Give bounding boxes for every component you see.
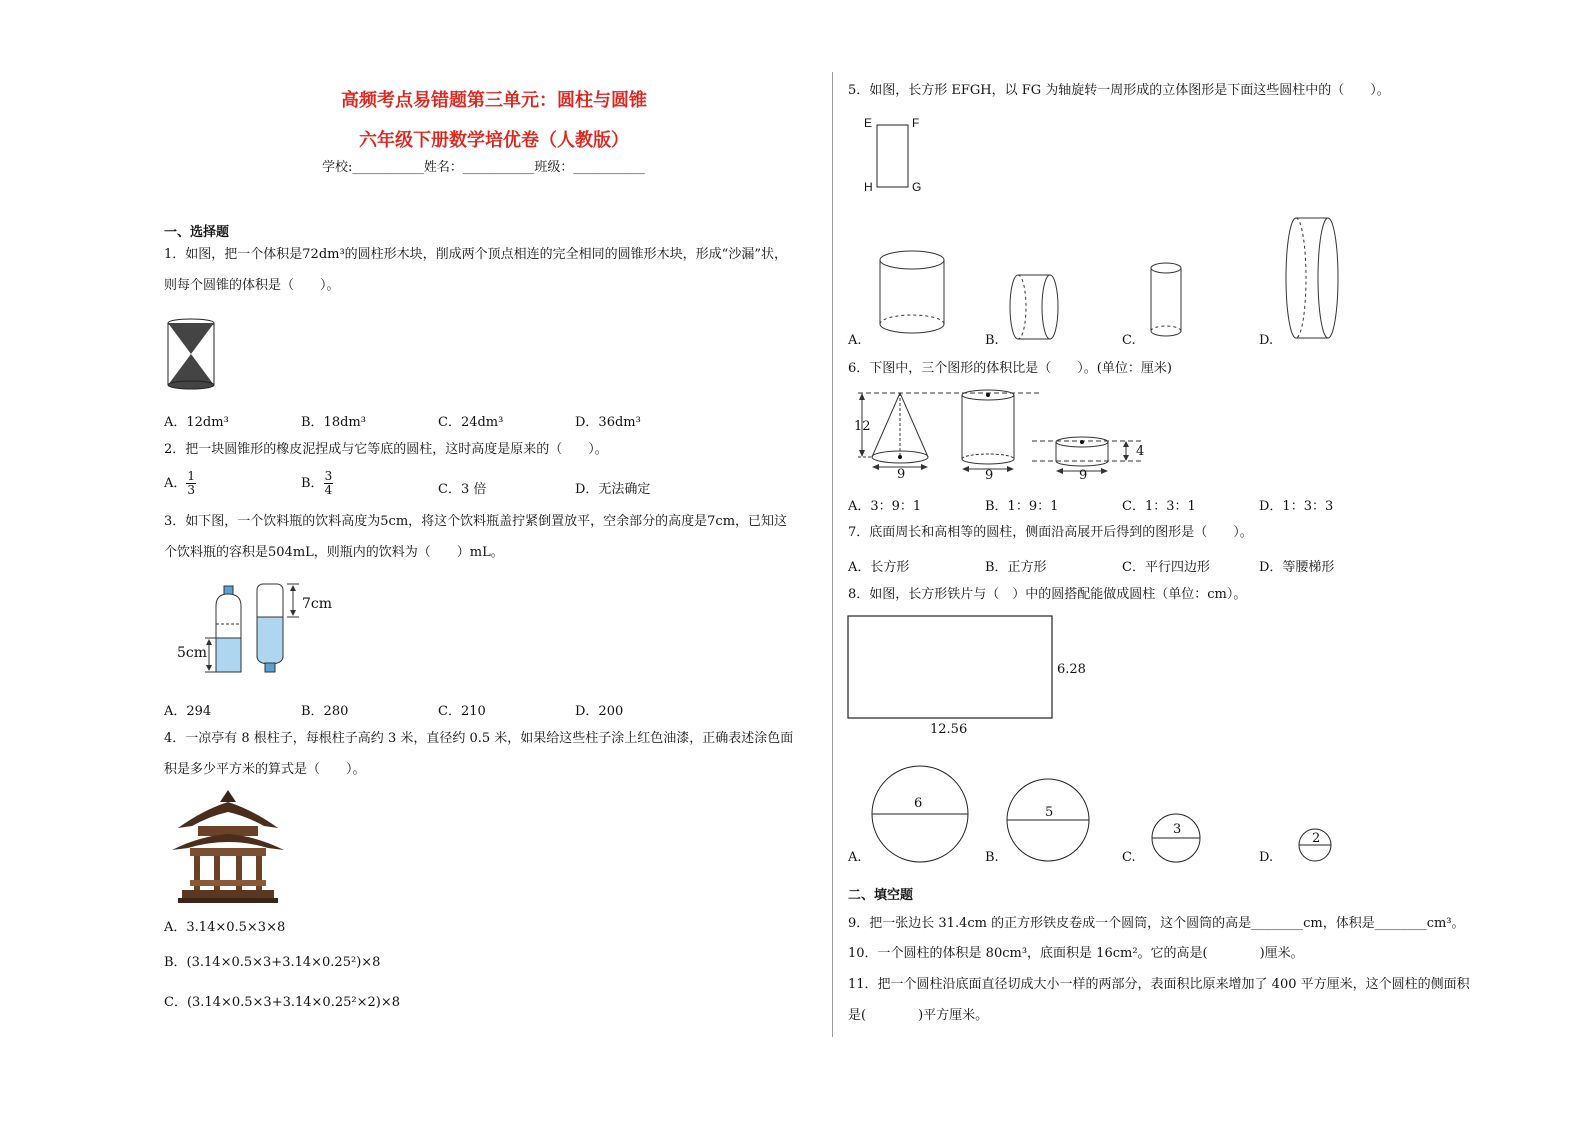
column-divider: [832, 72, 833, 1037]
q6-label-height-12: 12: [854, 419, 871, 434]
q5-text: 5．如图，长方形 EFGH，以 FG 为轴旋转一周形成的立体图形是下面这些圆柱中的（ ）。: [848, 83, 1390, 98]
q2-option-a-numerator: 1: [187, 469, 196, 483]
q1-option-b[interactable]: B．18dm³: [301, 415, 366, 430]
q11-text-line2[interactable]: 是( )平方厘米。: [848, 1008, 989, 1023]
q3-label-7cm: 7cm: [302, 596, 333, 612]
q5-cylinder-c: [1148, 261, 1186, 339]
q6-label-cylinder-diameter-9: 9: [985, 468, 994, 483]
q1-option-d[interactable]: D．36dm³: [575, 415, 641, 430]
q1-option-c[interactable]: C．24dm³: [438, 415, 504, 430]
q5-label-g: G: [912, 180, 922, 194]
q3-option-d[interactable]: D．200: [575, 704, 624, 719]
q3-text-line2: 个饮料瓶的容积是504mL，则瓶内的饮料为（ ）mL。: [164, 545, 504, 560]
q5-label-f: F: [912, 116, 920, 130]
q4-pavilion-image: [168, 788, 288, 906]
q5-option-a[interactable]: A.: [848, 333, 862, 348]
q2-option-a[interactable]: [164, 470, 196, 497]
q7-option-c[interactable]: C．平行四边形: [1122, 560, 1210, 575]
q1-text-line1: 1．如图，把一个体积是72dm³的圆柱形木块，削成两个顶点相连的完全相同的圆锥形木块，形成“沙漏”状，: [164, 247, 787, 262]
q1-option-a[interactable]: A．12dm³: [164, 415, 229, 430]
q6-label-cone-diameter-9: 9: [897, 467, 906, 482]
q6-label-height-4: 4: [1136, 444, 1145, 459]
q4-option-b[interactable]: B．(3.14×0.5×3+3.14×0.25²)×8: [164, 955, 381, 970]
q5-option-b[interactable]: B.: [985, 333, 999, 348]
q3-option-b[interactable]: B．280: [301, 704, 349, 719]
q2-option-b-prefix: B．: [301, 476, 324, 491]
q3-label-5cm: 5cm: [177, 645, 208, 661]
page-title: 高频考点易错题第三单元：圆柱与圆锥: [341, 90, 647, 111]
q4-text-line1: 4．一凉亭有 8 根柱子，每根柱子高约 3 米，直径约 0.5 米，如果给这些柱子涂上红色油漆，正确表述涂色面: [164, 731, 794, 746]
q8-option-b[interactable]: B.: [985, 850, 999, 865]
q8-option-a[interactable]: A.: [848, 850, 862, 865]
q5-cylinder-b: [1010, 273, 1062, 343]
q8-circle-a-label: 6: [914, 796, 923, 811]
q8-text: 8．如图，长方形铁片与（ ）中的圆搭配能做成圆柱（单位：cm）。: [848, 587, 1247, 602]
q8-circle-c: [1151, 813, 1203, 865]
q7-option-b[interactable]: B．正方形: [985, 560, 1047, 575]
q8-iron-sheet-rectangle: [847, 615, 1055, 721]
q8-label-width: 12.56: [930, 722, 968, 737]
q10-text[interactable]: 10．一个圆柱的体积是 80cm³，底面积是 16cm²。它的高是( )厘米。: [848, 946, 1304, 961]
q3-text-line1: 3．如下图，一个饮料瓶的饮料高度为5cm，将这个饮料瓶盖拧紧倒置放平，空余部分的高度是7cm，已知这: [164, 514, 788, 529]
q6-option-a[interactable]: A．3：9：1: [848, 499, 922, 514]
q6-option-d[interactable]: D．1：3：3: [1259, 499, 1334, 514]
section-title-fill-in: 二、填空题: [848, 888, 914, 903]
q4-option-c[interactable]: C．(3.14×0.5×3+3.14×0.25²×2)×8: [164, 995, 400, 1010]
q2-option-b-numerator: 3: [324, 469, 333, 483]
q5-cylinder-d: [1284, 216, 1344, 344]
q3-option-c[interactable]: C．210: [438, 704, 486, 719]
q2-option-c[interactable]: C．3 倍: [438, 482, 487, 497]
q2-option-a-denominator: 3: [187, 483, 196, 497]
q2-option-d[interactable]: D．无法确定: [575, 482, 651, 497]
q2-option-a-prefix: A．: [164, 476, 187, 491]
q5-rectangle-efgh: [876, 124, 910, 188]
q9-text[interactable]: 9．把一张边长 31.4cm 的正方形铁皮卷成一个圆筒，这个圆筒的高是________cm，体积是________cm³。: [848, 916, 1465, 931]
q1-text-line2: 则每个圆锥的体积是（ ）。: [164, 278, 340, 293]
q5-label-h: H: [864, 180, 873, 194]
q5-label-e: E: [864, 116, 873, 130]
q8-circle-b: [1006, 777, 1092, 865]
q5-option-c[interactable]: C.: [1122, 333, 1136, 348]
q2-option-b-denominator: 4: [324, 483, 333, 497]
q8-circle-d-label: 2: [1312, 831, 1321, 846]
page-subtitle: 六年级下册数学培优卷（人教版）: [359, 130, 629, 151]
q4-text-line2: 积是多少平方米的算式是（ ）。: [164, 762, 366, 777]
q8-circle-b-label: 5: [1045, 805, 1054, 820]
q8-label-height: 6.28: [1057, 662, 1086, 677]
q5-option-d[interactable]: D.: [1259, 333, 1274, 348]
q6-label-small-cylinder-diameter-9: 9: [1079, 468, 1088, 483]
q6-option-b[interactable]: B．1：9：1: [985, 499, 1059, 514]
q6-text: 6．下图中，三个图形的体积比是（ ）。(单位：厘米): [848, 361, 1172, 376]
section-title-choice: 一、选择题: [164, 225, 230, 240]
q7-option-d[interactable]: D．等腰梯形: [1259, 560, 1335, 575]
q8-option-d[interactable]: D.: [1259, 850, 1274, 865]
q1-hourglass-figure: [165, 318, 217, 393]
q7-option-a[interactable]: A．长方形: [848, 560, 910, 575]
q11-text-line1: 11．把一个圆柱沿底面直径切成大小一样的两部分，表面积比原来增加了 400 平方厘米，这个圆柱的侧面积: [848, 977, 1470, 992]
q3-option-a[interactable]: A．294: [164, 704, 212, 719]
student-info-line: 学校:___________姓名：___________班级：___________: [322, 160, 645, 175]
q6-option-c[interactable]: C．1：3：1: [1122, 499, 1196, 514]
q2-text: 2．把一块圆锥形的橡皮泥捏成与它等底的圆柱，这时高度是原来的（ ）。: [164, 442, 608, 457]
q4-option-a[interactable]: A．3.14×0.5×3×8: [164, 920, 286, 935]
q2-option-b[interactable]: [301, 470, 333, 497]
q7-text: 7．底面周长和高相等的圆柱，侧面沿高展开后得到的图形是（ ）。: [848, 525, 1253, 540]
q8-circle-c-label: 3: [1173, 822, 1182, 837]
q5-cylinder-a: [878, 250, 948, 338]
q8-option-c[interactable]: C.: [1122, 850, 1136, 865]
